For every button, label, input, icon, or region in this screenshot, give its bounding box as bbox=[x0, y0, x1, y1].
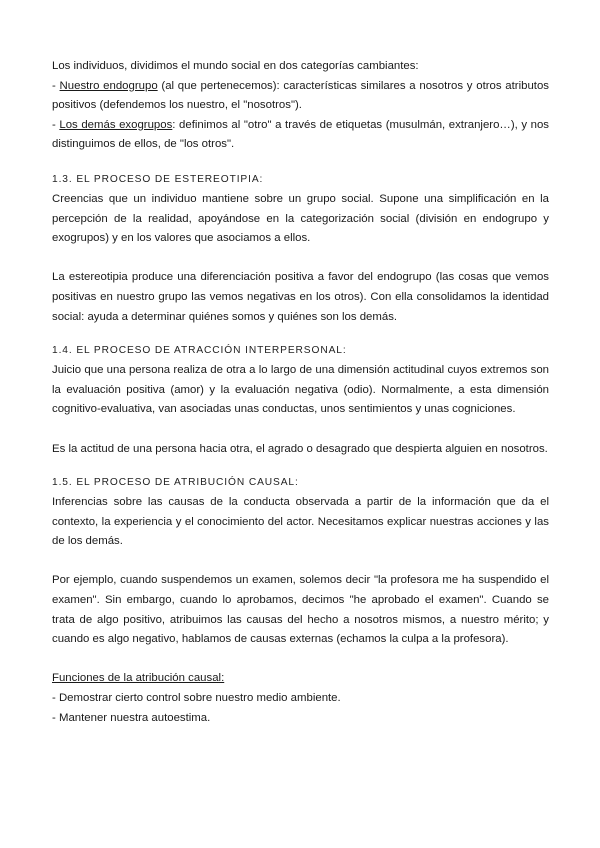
funcion-item: - Demostrar cierto control sobre nuestro medio ambiente. bbox=[52, 692, 341, 705]
estereotipia-paragraph-1: Creencias que un individuo mantiene sobre un grupo social. Supone una simplificación en la percepción de la realidad, apoyándose en la categorización social (división en endogrupo y exogrupos) y en los valores que asociamos a ellos. bbox=[52, 192, 549, 245]
paragraph-spacer bbox=[52, 552, 549, 572]
estereotipia-paragraph-2: La estereotipia produce una diferenciación positiva a favor del endogrupo (las cosas que vemos positivas en nuestro grupo las vemos negativas en los otros). Con ella consolidamos la identidad social: ayuda a determinar quiénes somos y quiénes son los demás. bbox=[52, 271, 549, 323]
atraccion-paragraph-1: Juicio que una persona realiza de otra a lo largo de una dimensión actitudinal cuyos extremos son la evaluación positiva (amor) y la evaluación negativa (odio). Normalmente, a esta dimensión cognitivo-evaluativa, van asociadas unas conductas, unos sentimientos y unas cogniciones. bbox=[52, 364, 549, 416]
exogrupos-description: : definimos al "otro" a través de etiquetas (musulmán, extranjero…), y nos distinguimos de ellos, de "los otros". bbox=[52, 118, 549, 151]
funciones-title: Funciones de la atribución causal: bbox=[52, 672, 225, 685]
endogrupo-description: (al que pertenecemos): características similares a nosotros y otros atributos positivos (defendemos los nuestro, el "nosotros"). bbox=[52, 79, 549, 112]
endogrupo-item bbox=[52, 77, 549, 116]
paragraph-spacer bbox=[52, 650, 549, 670]
endogrupo-term: Nuestro endogrupo bbox=[59, 79, 158, 92]
paragraph-spacer bbox=[52, 420, 549, 440]
endogrupo-prefix: - bbox=[52, 79, 60, 92]
atraccion-paragraph-2: Es la actitud de una persona hacia otra, el agrado o desagrado que despierta alguien en nosotros. bbox=[52, 442, 548, 455]
exogrupos-term: Los demás exogrupos bbox=[59, 118, 173, 131]
paragraph-spacer bbox=[52, 249, 549, 269]
atribucion-paragraph-2: Por ejemplo, cuando suspendemos un examen, solemos decir "la profesora me ha suspendido el examen". Sin embargo, cuando lo aprobamos, decimos "he aprobado el examen". Cuando se trata de algo positivo, atribuimos las causas del hecho a nosotros mismos, a nuestro mérito; y cuando es algo negativo, hablamos de causas externas (echamos la culpa a la profesora). bbox=[52, 574, 549, 646]
section-heading-estereotipia: 1.3. EL PROCESO DE ESTEREOTIPIA: bbox=[52, 173, 264, 185]
exogrupos-item bbox=[52, 116, 549, 155]
document-page bbox=[52, 57, 549, 728]
section-heading-atribucion: 1.5. EL PROCESO DE ATRIBUCIÓN CAUSAL: bbox=[52, 477, 299, 489]
exogrupos-prefix: - bbox=[52, 118, 60, 131]
intro-line: Los individuos, dividimos el mundo social en dos categorías cambiantes: bbox=[52, 60, 419, 72]
funcion-item: - Mantener nuestra autoestima. bbox=[52, 711, 211, 724]
section-heading-atraccion: 1.4. EL PROCESO DE ATRACCIÓN INTERPERSONAL: bbox=[52, 345, 347, 357]
atribucion-paragraph-1: Inferencias sobre las causas de la conducta observada a partir de la información que da el contexto, la experiencia y el conocimiento del actor. Necesitamos explicar nuestras acciones y las de los demás. bbox=[52, 496, 549, 548]
